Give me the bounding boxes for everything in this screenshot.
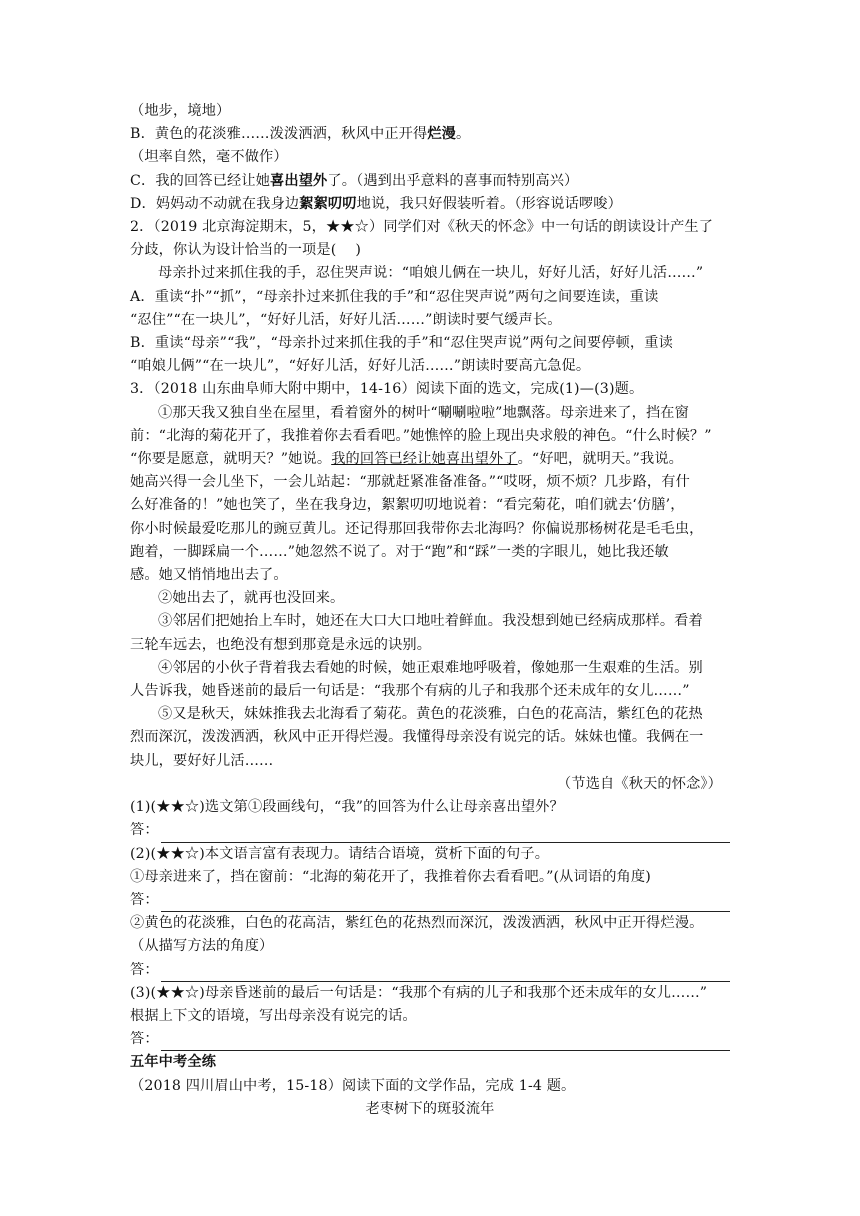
passage-p3-line1: ③邻居们把她抬上车时，她还在大口大口地吐着鲜血。我没想到她已经病成那样。看着 bbox=[158, 613, 703, 630]
sub-question-3: (3)(★★☆)母亲昏迷前的最后一句话是：“我那个有病的儿子和我那个还未成年的女儿……” bbox=[130, 984, 708, 1001]
passage-p4-line2: 人告诉我，她昏迷前的最后一句话是：“我那个有病的儿子和我那个还未成年的女儿……” bbox=[130, 683, 690, 700]
passage-p1-line8: 感。她又悄悄地出去了。 bbox=[130, 567, 288, 584]
sub-question-2: (2)(★★☆)本文语言富有表现力。请结合语境，赏析下面的句子。 bbox=[130, 845, 550, 862]
passage-p5-line2: 烈而深沉，泼泼洒洒，秋风中正开得烂漫。我懂得母亲没有说完的话。妹妹也懂。我俩在一 bbox=[130, 729, 704, 746]
option-b: B．黄色的花淡雅……泼泼洒洒，秋风中正开得烂漫。 bbox=[130, 126, 471, 143]
option-b-note: （坦率自然，毫不做作） bbox=[130, 149, 288, 166]
passage-source: （节选自《秋天的怀念》） bbox=[557, 775, 722, 792]
answer-line-2b[interactable]: 答： bbox=[130, 959, 730, 982]
passage-p4-line1: ④邻居的小伙子背着我去看她的时候，她正艰难地呼吸着，像她那一生艰难的生活。别 bbox=[158, 659, 703, 676]
quoted-sentence: 母亲扑过来抓住我的手，忍住哭声说：“咱娘儿俩在一块儿，好好儿活，好好儿活……” bbox=[158, 265, 704, 282]
option-d: D．妈妈动不动就在我身边絮絮叨叨地说，我只好假装听着。（形容说话啰唆） bbox=[130, 195, 622, 212]
option-a-note: （地步，境地） bbox=[130, 103, 231, 119]
sub-question-1: (1)(★★☆)选文第①段画线句，“我”的回答为什么让母亲喜出望外？ bbox=[130, 799, 564, 816]
sub-question-2a: ①母亲进来了，挡在窗前：“北海的菊花开了，我推着你去看看吧。”(从词语的角度) bbox=[130, 868, 651, 885]
answer-line-1[interactable]: 答： bbox=[130, 819, 730, 842]
q2-option-a-cont: “忍住”“在一块儿”，“好好儿活，好好儿活……”朗读时要气缓声长。 bbox=[130, 311, 562, 328]
passage-p1-line3: “你要是愿意，就明天？”她说。我的回答已经让她喜出望外了。“好吧，就明天。”我说。 bbox=[130, 451, 684, 468]
passage-p5-line3: 块儿，要好好儿活…… bbox=[130, 752, 274, 769]
document-page bbox=[130, 100, 730, 1121]
passage-p1-line1: ①那天我又独自坐在屋里，看着窗外的树叶“唰唰啦啦”地飘落。母亲进来了，挡在窗 bbox=[158, 404, 689, 421]
answer-line-2a[interactable]: 答： bbox=[130, 889, 730, 912]
passage-p2: ②她出去了，就再也没回来。 bbox=[158, 590, 345, 607]
article-title: 老枣树下的斑驳流年 bbox=[365, 1100, 495, 1117]
passage-p1-line7: 跑着，一脚踩扁一个……”她忽然不说了。对于“跑”和“踩”一类的字眼儿，她比我还敏 bbox=[130, 543, 669, 560]
option-c: C．我的回答已经让她喜出望外了。（遇到出乎意料的喜事而特别高兴） bbox=[130, 172, 579, 189]
answer-blank-2b[interactable] bbox=[161, 966, 730, 982]
passage-p1-line6: 你小时候最爱吃那儿的豌豆黄儿。还记得那回我带你去北海吗？你偏说那杨树花是毛毛虫， bbox=[130, 520, 704, 537]
passage-p3-line2: 三轮车远去，也绝没有想到那竟是永远的诀别。 bbox=[130, 636, 432, 653]
section-heading: 五年中考全练 bbox=[130, 1054, 217, 1071]
passage-p1-line5: 么好准备的！”她也笑了，坐在我身边，絮絮叨叨地说着：“看完菊花，咱们就去‘仿膳’， bbox=[130, 497, 685, 514]
exam-source-line: （2018 四川眉山中考，15-18）阅读下面的文学作品，完成 1-4 题。 bbox=[130, 1077, 576, 1094]
q2-option-b-cont: “咱娘儿俩”“在一块儿”，“好好儿活，好好儿活……”朗读时要高亢急促。 bbox=[130, 358, 591, 375]
question-2-stem-cont: 分歧，你认为设计恰当的一项是( ) bbox=[130, 242, 362, 259]
answer-line-3[interactable]: 答： bbox=[130, 1028, 730, 1051]
passage-p1-line4: 她高兴得一会儿坐下，一会儿站起：“那就赶紧准备准备。”“哎呀，烦不烦？几步路，有什 bbox=[130, 474, 690, 491]
keyword-xuxudaodao: 絮絮叨叨 bbox=[299, 195, 357, 212]
answer-blank-3[interactable] bbox=[161, 1035, 730, 1051]
q2-option-a: A．重读“扑”“抓”，“母亲扑过来抓住我的手”和“忍住哭声说”两句之间要连读，重读 bbox=[130, 288, 659, 305]
question-3-stem: 3．（2018 山东曲阜师大附中期中，14-16）阅读下面的选文，完成(1)—(3)题。 bbox=[130, 381, 644, 398]
underlined-sentence: 我的回答已经让她喜出望外了 bbox=[331, 451, 518, 468]
question-2-stem: 2．（2019 北京海淀期末，5，★★☆）同学们对《秋天的怀念》中一句话的朗读设计产生了 bbox=[130, 219, 714, 236]
passage-p5-line1: ⑤又是秋天，妹妹推我去北海看了菊花。黄色的花淡雅，白色的花高洁，紫红色的花热 bbox=[158, 706, 703, 723]
keyword-xichuwangwai: 喜出望外 bbox=[270, 172, 328, 189]
sub-question-3-cont: 根据上下文的语境，写出母亲没有说完的话。 bbox=[130, 1007, 417, 1024]
sub-question-2b: ②黄色的花淡雅，白色的花高洁，紫红色的花热烈而深沉，泼泼洒洒，秋风中正开得烂漫。 bbox=[130, 915, 704, 932]
answer-blank-1[interactable] bbox=[161, 827, 730, 843]
sub-question-2b-cont: （从描写方法的角度） bbox=[130, 938, 274, 955]
answer-blank-2a[interactable] bbox=[161, 896, 730, 912]
passage-p1-line2: 前：“北海的菊花开了，我推着你去看看吧。”她憔悴的脸上现出央求般的神色。“什么时候？” bbox=[130, 427, 712, 444]
keyword-lanman: 烂漫 bbox=[427, 126, 457, 143]
q2-option-b: B．重读“母亲”“我”，“母亲扑过来抓住我的手”和“忍住哭声说”两句之间要停顿，重读 bbox=[130, 335, 673, 352]
